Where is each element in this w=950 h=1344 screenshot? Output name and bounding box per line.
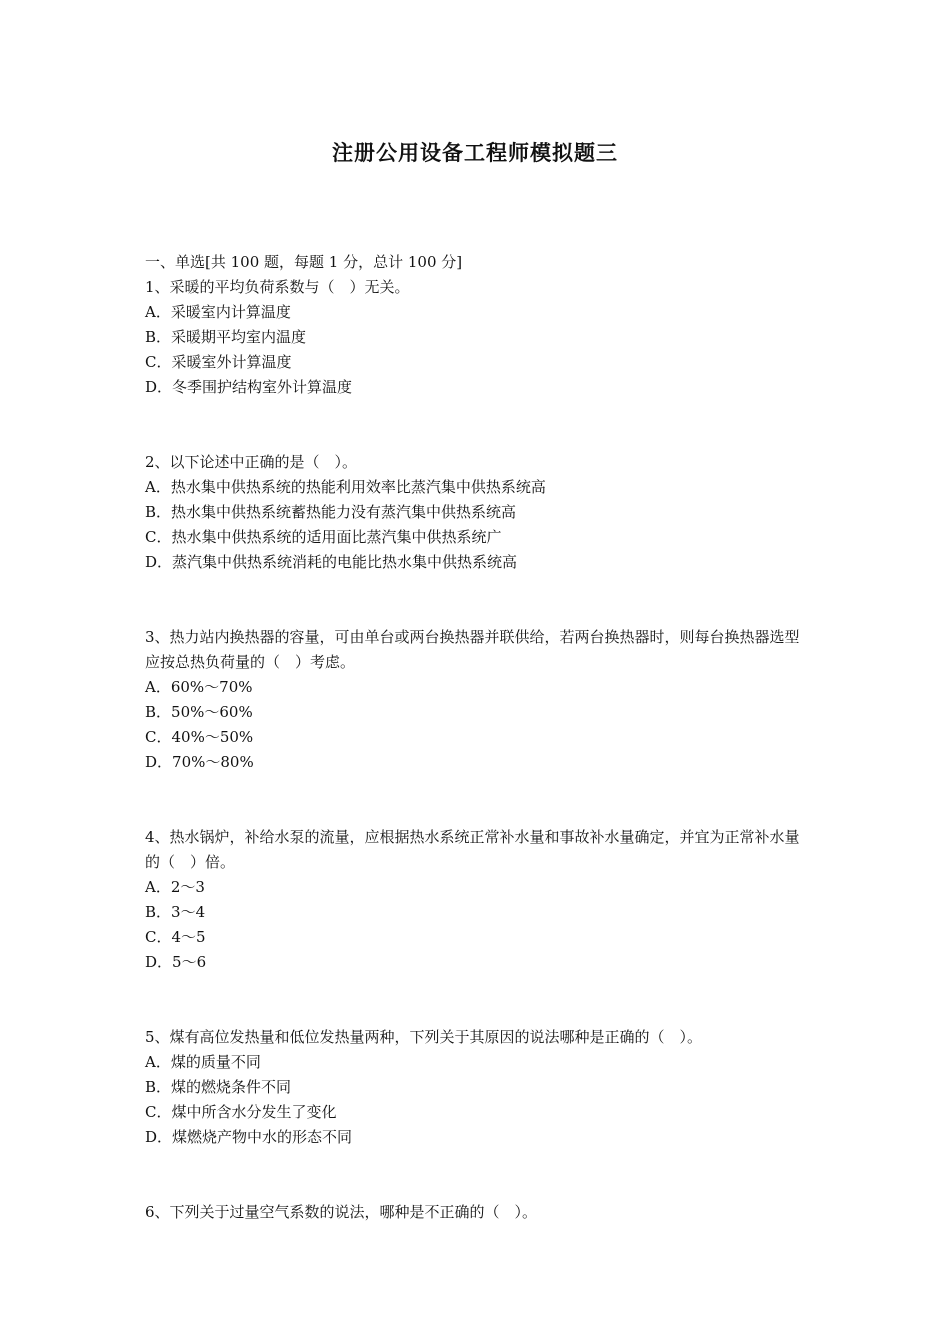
question-stem: 3、热力站内换热器的容量，可由单台或两台换热器并联供给，若两台换热器时，则每台换热器选型应按总热负荷量的（ ）考虑。 [145, 628, 800, 671]
question-stem: 2、以下论述中正确的是（ ）。 [145, 453, 358, 471]
option-c: C．煤中所含水分发生了变化 [145, 1103, 337, 1121]
option-d: D．蒸汽集中供热系统消耗的电能比热水集中供热系统高 [145, 553, 518, 571]
question-6 [145, 1200, 810, 1225]
question-stem: 6、下列关于过量空气系数的说法，哪种是不正确的（ ）。 [145, 1203, 538, 1221]
question-stem: 4、热水锅炉，补给水泵的流量，应根据热水系统正常补水量和事故补水量确定，并宜为正常补水量的（ ）倍。 [145, 828, 800, 871]
exam-content [145, 250, 810, 1275]
option-a: A．热水集中供热系统的热能利用效率比蒸汽集中供热系统高 [145, 478, 546, 496]
option-d: D．70%～80% [145, 753, 254, 771]
option-d: D．冬季围护结构室外计算温度 [145, 378, 353, 396]
option-c: C．热水集中供热系统的适用面比蒸汽集中供热系统广 [145, 528, 502, 546]
option-c: C．40%～50% [145, 728, 254, 746]
option-a: A．煤的质量不同 [145, 1053, 261, 1071]
option-a: A．60%～70% [145, 678, 253, 696]
option-c: C．采暖室外计算温度 [145, 353, 292, 371]
option-d: D．煤燃烧产物中水的形态不同 [145, 1128, 353, 1146]
question-5 [145, 1025, 810, 1150]
section-header: 一、单选[共 100 题，每题 1 分，总计 100 分] [145, 253, 463, 271]
option-a: A．2～3 [145, 878, 205, 896]
option-b: B．3～4 [145, 903, 206, 921]
option-b: B．煤的燃烧条件不同 [145, 1078, 292, 1096]
question-2 [145, 450, 810, 575]
question-3 [145, 625, 810, 775]
page-title: 注册公用设备工程师模拟题三 [332, 141, 618, 165]
option-b: B．热水集中供热系统蓄热能力没有蒸汽集中供热系统高 [145, 503, 517, 521]
option-d: D．5～6 [145, 953, 207, 971]
question-4 [145, 825, 810, 975]
question-stem: 5、煤有高位发热量和低位发热量两种，下列关于其原因的说法哪种是正确的（ ）。 [145, 1028, 703, 1046]
option-b: B．采暖期平均室内温度 [145, 328, 307, 346]
option-b: B．50%～60% [145, 703, 253, 721]
question-1 [145, 275, 810, 400]
option-a: A．采暖室内计算温度 [145, 303, 291, 321]
question-stem: 1、采暖的平均负荷系数与（ ）无关。 [145, 278, 410, 296]
option-c: C．4～5 [145, 928, 206, 946]
